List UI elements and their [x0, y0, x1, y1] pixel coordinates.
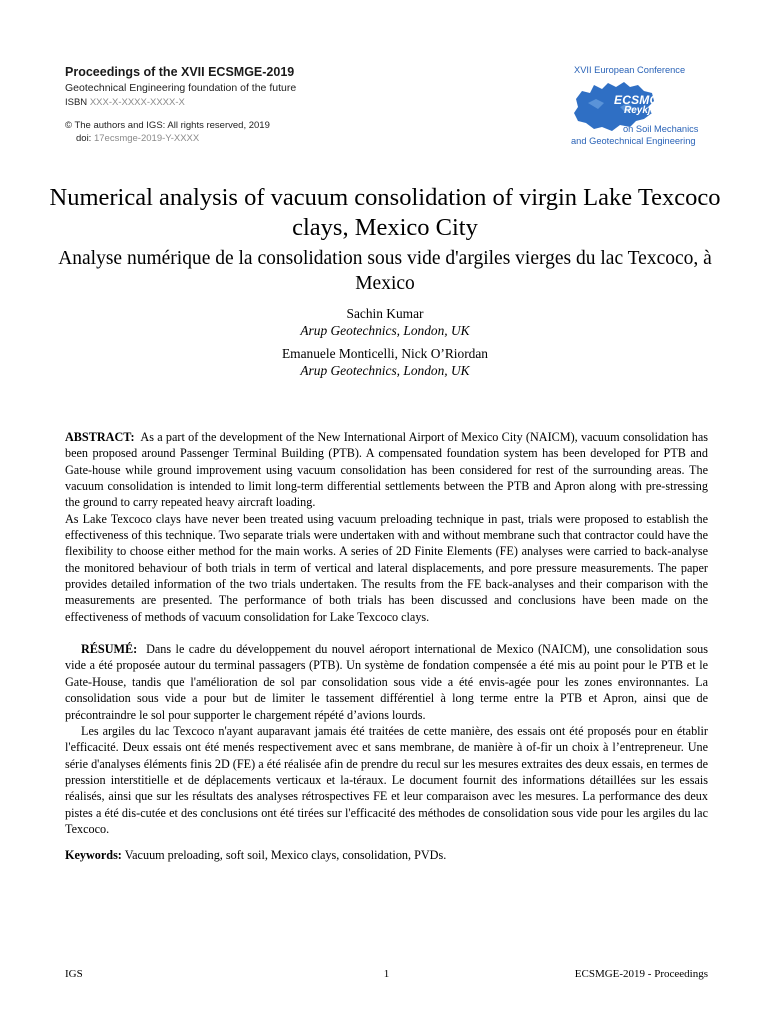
abstract-paragraph-1 [65, 429, 708, 511]
logo-bottom-line1: on Soil Mechanics [623, 124, 699, 134]
logo-city: Reykjavik [624, 105, 671, 116]
abstract-label: ABSTRACT: [65, 430, 135, 444]
isbn-label: ISBN [65, 97, 90, 108]
paper-body [65, 429, 708, 864]
doi-label: doi: [76, 133, 94, 144]
resume-text-1: Dans le cadre du développement du nouvel aéroport international de Mexico (NAICM), une consolidation sous vide a été proposée autour du terminal passagers (PTB). Un système de fondation compensée a été mis au point pour le PTB et le Gate-House, tandis que l'amélioration de sol par consolidation sous vide a été envis-agée pour les zones environnantes. La consolidation sous vide a pour but de limiter le tassement différentiel à long terme entre la PTB et Apron, ainsi que de précontraindre le sol pour supporter le chargement répété d’avions lourds. [65, 642, 708, 722]
keywords-line [65, 847, 708, 863]
affiliation-2: Arup Geotechnics, London, UK [300, 363, 470, 378]
keywords-label: Keywords: [65, 848, 122, 863]
paper-title-en: Numerical analysis of vacuum consolidation of virgin Lake Texcoco clays, Mexico City [49, 184, 721, 241]
author-2: Emanuele Monticelli, Nick O’Riordan [281, 346, 488, 361]
doi-value: 17ecsmge-2019-Y-XXXX [93, 133, 200, 144]
resume-paragraph-2: Les argiles du lac Texcoco n'ayant auparavant jamais été traitées de cette manière, des essais ont été proposés pour en établir l'efficacité. Deux essais ont été menés respectivement avec et sans membrane, de manière à of-fir un choix à l’entrepreneur. Une série d'analyses éléments finis 2D (FE) a été réalisée afin de prendre du recul sur les mesures extraites des deux essais, en termes de pression interstitielle et de déplacements verticaux et la-téraux. Le document fournit des informations détaillées sur les essais réalisés, ainsi que sur les résultats des analyses rétrospectives FE et leur comparaison avec les mesures. La performance des deux pistes a été dis-cutée et des conclusions ont été tirées sur l'efficacité des méthodes de consolidation sous vide pour les argiles du lac Texcoco. [65, 723, 708, 836]
resume-paragraph-1 [65, 641, 708, 723]
logo-name: ECSMGE 2019 [614, 93, 699, 107]
logo-bottom-line2: and Geotechnical Engineering [571, 136, 696, 146]
conference-logo [566, 62, 716, 152]
doi-line [65, 132, 425, 145]
copyright-line: © The authors and IGS: All rights reserved, 2019 [65, 120, 270, 131]
resume-label: RÉSUMÉ: [81, 642, 138, 657]
footer-left: IGS [65, 968, 83, 980]
affiliation-1: Arup Geotechnics, London, UK [300, 323, 470, 338]
author-1: Sachin Kumar [346, 306, 424, 321]
isbn-value: XXX-X-XXXX-XXXX-X [89, 97, 185, 108]
isbn-line [65, 96, 425, 109]
proceedings-title: Proceedings of the XVII ECSMGE-2019 [65, 65, 295, 79]
logo-top-text: XVII European Conference [574, 65, 686, 75]
proceedings-header [65, 64, 425, 145]
page-number: 1 [383, 968, 390, 980]
title-block [40, 183, 730, 379]
abstract-paragraph-2: As Lake Texcoco clays have never been treated using vacuum preloading technique in past, trials were proposed to establish the effectiveness of this technique. Two separate trials were undertaken with and without membrane such that contractor could have the flexibility to choose either method for the main works. A series of 2D Finite Elements (FE) analyses were carried to back-analyse the monitored behaviour of both trials in term of vertical and lateral displacements, and pore pressure measurements. The paper provides detailed information of the two trials undertaken. The results from the FE back-analyses and their comparison with the measurements are presented. The performance of both trials has been discussed and conclusions have been made on the effectiveness of methods of vacuum consolidation for Lake Texcoco clays. [65, 511, 708, 624]
footer-right: ECSMGE-2019 - Proceedings [574, 968, 708, 980]
paper-title-fr: Analyse numérique de la consolidation sous vide d'argiles vierges du lac Texcoco, à Mexico [58, 248, 712, 294]
proceedings-subtitle: Geotechnical Engineering foundation of the future [65, 82, 297, 94]
abstract-text-1: As a part of the development of the New International Airport of Mexico City (NAICM), vacuum consolidation has been proposed around Passenger Terminal Building (PTB). A compensated foundation system has been developed for PTB and Gate-house while ground improvement using vacuum consolidation has been considered for rest of the surrounding areas. The vacuum consolidation is intended to limit long-term differential settlements between the PTB and Apron along with pre-stressing the ground to carry repeated heavy aircraft loading. [65, 430, 709, 510]
keywords-text: Vacuum preloading, soft soil, Mexico clays, consolidation, PVDs. [124, 848, 447, 863]
